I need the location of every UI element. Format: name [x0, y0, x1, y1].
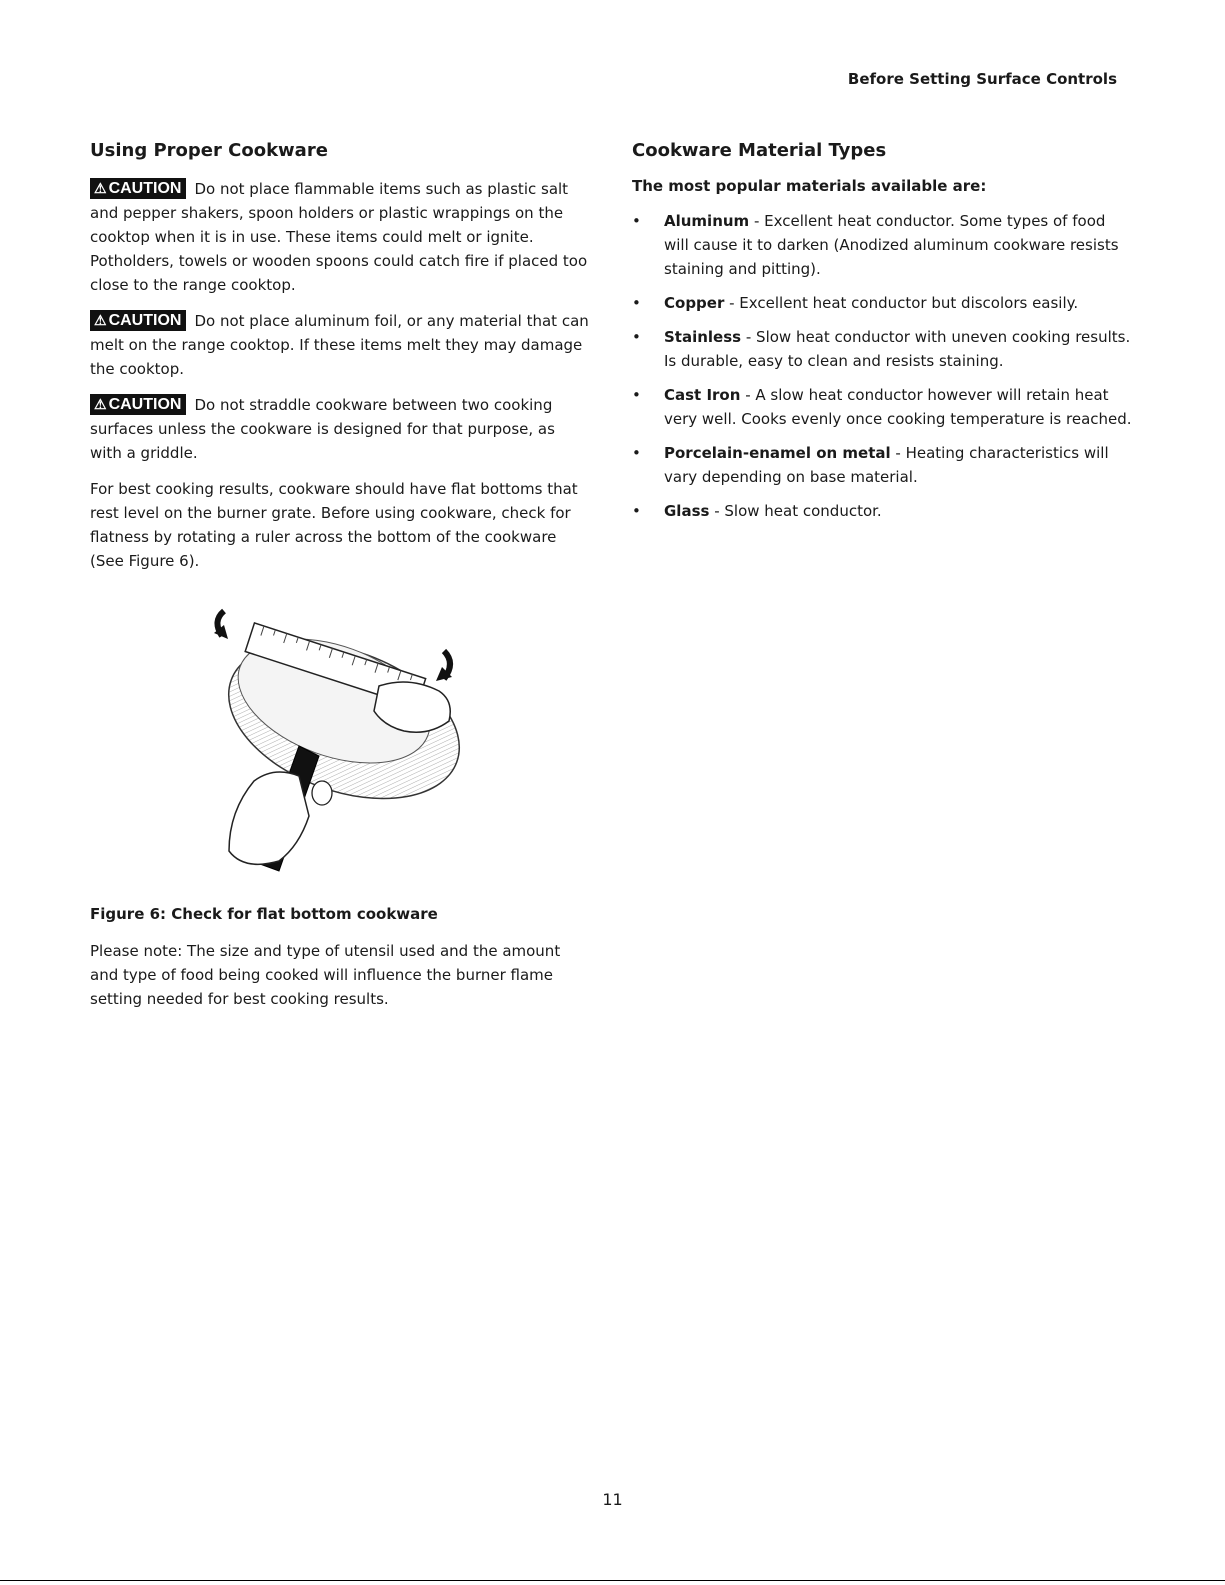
material-term: Aluminum	[664, 212, 750, 230]
material-term: Cast Iron	[664, 386, 741, 404]
caution-paragraph	[90, 309, 590, 381]
caution-paragraph	[90, 393, 590, 465]
caution-text: Do not place aluminum foil, or any material that can melt on the range cooktop. If these items melt they may damage the cooktop.	[90, 312, 589, 378]
right-column	[632, 140, 1132, 533]
figure-6-illustration	[204, 591, 474, 891]
note-paragraph: Please note: The size and type of utensil used and the amount and type of food being cooked will influence the burner flame setting needed for best cooking results.	[90, 942, 561, 1008]
bullet-icon: •	[632, 502, 641, 520]
caution-paragraph	[90, 177, 590, 297]
material-desc: - Excellent heat conductor. Some types of food will cause it to darken (Anodized aluminum cookware resists staining and pitting).	[664, 212, 1119, 278]
material-term: Porcelain-enamel on metal	[664, 444, 891, 462]
caution-text: Do not place flammable items such as plastic salt and pepper shakers, spoon holders or plastic wrappings on the cooktop when it is in use. These items could melt or ignite. Potholders, towels or wooden spoons could catch fire if placed too close to the range cooktop.	[90, 180, 588, 294]
flatness-paragraph: For best cooking results, cookware should have flat bottoms that rest level on the burner grate. Before using cookware, check for flatness by rotating a ruler across the bottom of the cookware (See Figure 6).	[90, 480, 578, 570]
bottom-rule	[0, 1580, 1225, 1581]
list-item	[632, 209, 1132, 281]
material-desc: - Excellent heat conductor but discolors easily.	[724, 294, 1079, 312]
caution-badge	[90, 394, 186, 415]
warning-triangle-icon: ⚠	[94, 312, 107, 328]
list-item	[632, 291, 1132, 315]
material-term: Stainless	[664, 328, 742, 346]
caution-text: Do not straddle cookware between two cooking surfaces unless the cookware is designed for that purpose, as with a griddle.	[90, 396, 555, 462]
list-item	[632, 441, 1132, 489]
caution-badge	[90, 178, 186, 199]
bullet-icon: •	[632, 212, 641, 230]
material-desc: - Slow heat conductor.	[709, 502, 882, 520]
caution-label: CAUTION	[108, 180, 182, 197]
bullet-icon: •	[632, 328, 641, 346]
list-item	[632, 325, 1132, 373]
section-heading-materials: Cookware Material Types	[632, 140, 887, 161]
figure-caption: Figure 6: Check for flat bottom cookware	[90, 905, 438, 923]
materials-list	[632, 209, 1132, 523]
materials-lead: The most popular materials available are:	[632, 177, 987, 195]
caution-label: CAUTION	[108, 312, 182, 329]
list-item	[632, 499, 1132, 523]
bullet-icon: •	[632, 294, 641, 312]
warning-triangle-icon: ⚠	[94, 180, 107, 196]
material-desc: - Heating characteristics will vary depending on base material.	[664, 444, 1109, 486]
material-desc: - A slow heat conductor however will retain heat very well. Cooks evenly once cooking temperature is reached.	[664, 386, 1132, 428]
page-header: Before Setting Surface Controls	[847, 70, 1117, 88]
page-number: 11	[602, 1490, 623, 1509]
section-heading-cookware: Using Proper Cookware	[90, 140, 328, 161]
caution-label: CAUTION	[108, 396, 182, 413]
material-term: Copper	[664, 294, 725, 312]
material-term: Glass	[664, 502, 710, 520]
bullet-icon: •	[632, 444, 641, 462]
bullet-icon: •	[632, 386, 641, 404]
warning-triangle-icon: ⚠	[94, 396, 107, 412]
left-column	[90, 140, 590, 1023]
caution-badge	[90, 310, 186, 331]
material-desc: - Slow heat conductor with uneven cooking results. Is durable, easy to clean and resists staining.	[664, 328, 1131, 370]
list-item	[632, 383, 1132, 431]
